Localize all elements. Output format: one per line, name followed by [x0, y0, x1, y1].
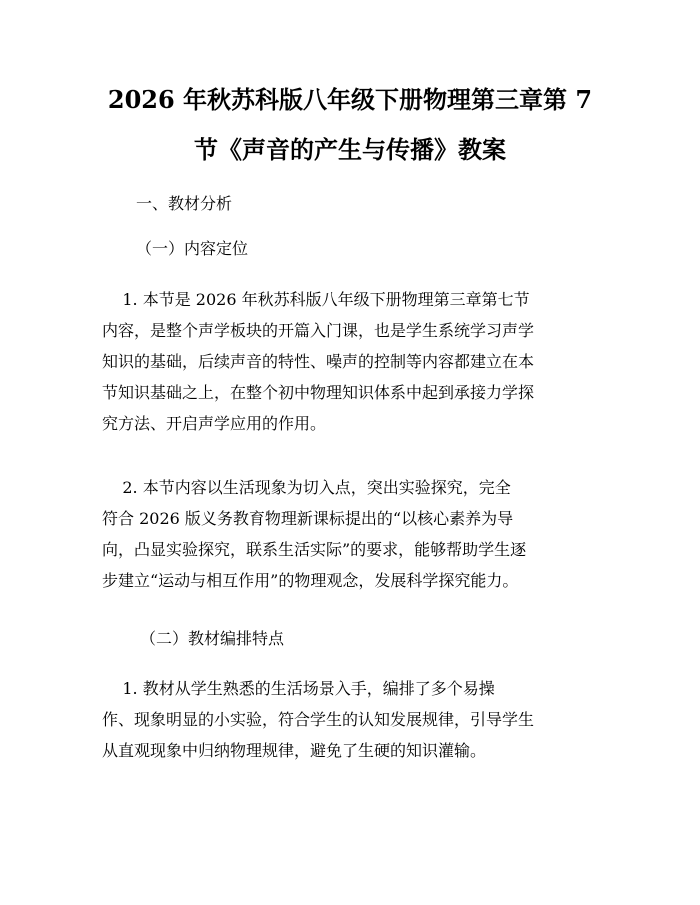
document-title-line-2: 节《声音的产生与传播》教案 — [194, 135, 506, 164]
paragraph-1 — [102, 284, 602, 439]
paragraph-line: 步建立“运动与相互作用”的物理观念，发展科学探究能力。 — [102, 571, 519, 590]
paragraph-line: 内容，是整个声学板块的开篇入门课，也是学生系统学习声学 — [102, 321, 535, 340]
paragraph-line: 1. 本节是 2026 年秋苏科版八年级下册物理第三章第七节 — [102, 290, 530, 309]
document-title-line-1: 2026 年秋苏科版八年级下册物理第三章第 7 — [107, 85, 593, 114]
paragraph-line: 知识的基础，后续声音的特性、噪声的控制等内容都建立在本 — [102, 352, 535, 371]
paragraph-line: 符合 2026 版义务教育物理新课标提出的“以核心素养为导 — [102, 509, 514, 528]
subsection-heading-arrangement-features: （二）教材编排特点 — [140, 629, 285, 648]
paragraph-line: 节知识基础之上，在整个初中物理知识体系中起到承接力学探 — [102, 383, 535, 402]
paragraph-line: 究方法、开启声学应用的作用。 — [102, 414, 327, 433]
paragraph-line: 向，凸显实验探究，联系生活实际”的要求，能够帮助学生逐 — [102, 540, 527, 559]
paragraph-line: 作、现象明显的小实验，符合学生的认知发展规律，引导学生 — [102, 710, 535, 729]
section-heading-textbook-analysis: 一、教材分析 — [136, 194, 233, 213]
paragraph-line: 2. 本节内容以生活现象为切入点，突出实验探究，完全 — [102, 478, 511, 497]
paragraph-2 — [102, 472, 602, 596]
paragraph-line: 1. 教材从学生熟悉的生活场景入手，编排了多个易操 — [102, 679, 495, 698]
paragraph-3 — [102, 673, 602, 766]
subsection-heading-content-positioning: （一）内容定位 — [136, 239, 249, 258]
paragraph-line: 从直观现象中归纳物理规律，避免了生硬的知识灌输。 — [102, 741, 487, 760]
